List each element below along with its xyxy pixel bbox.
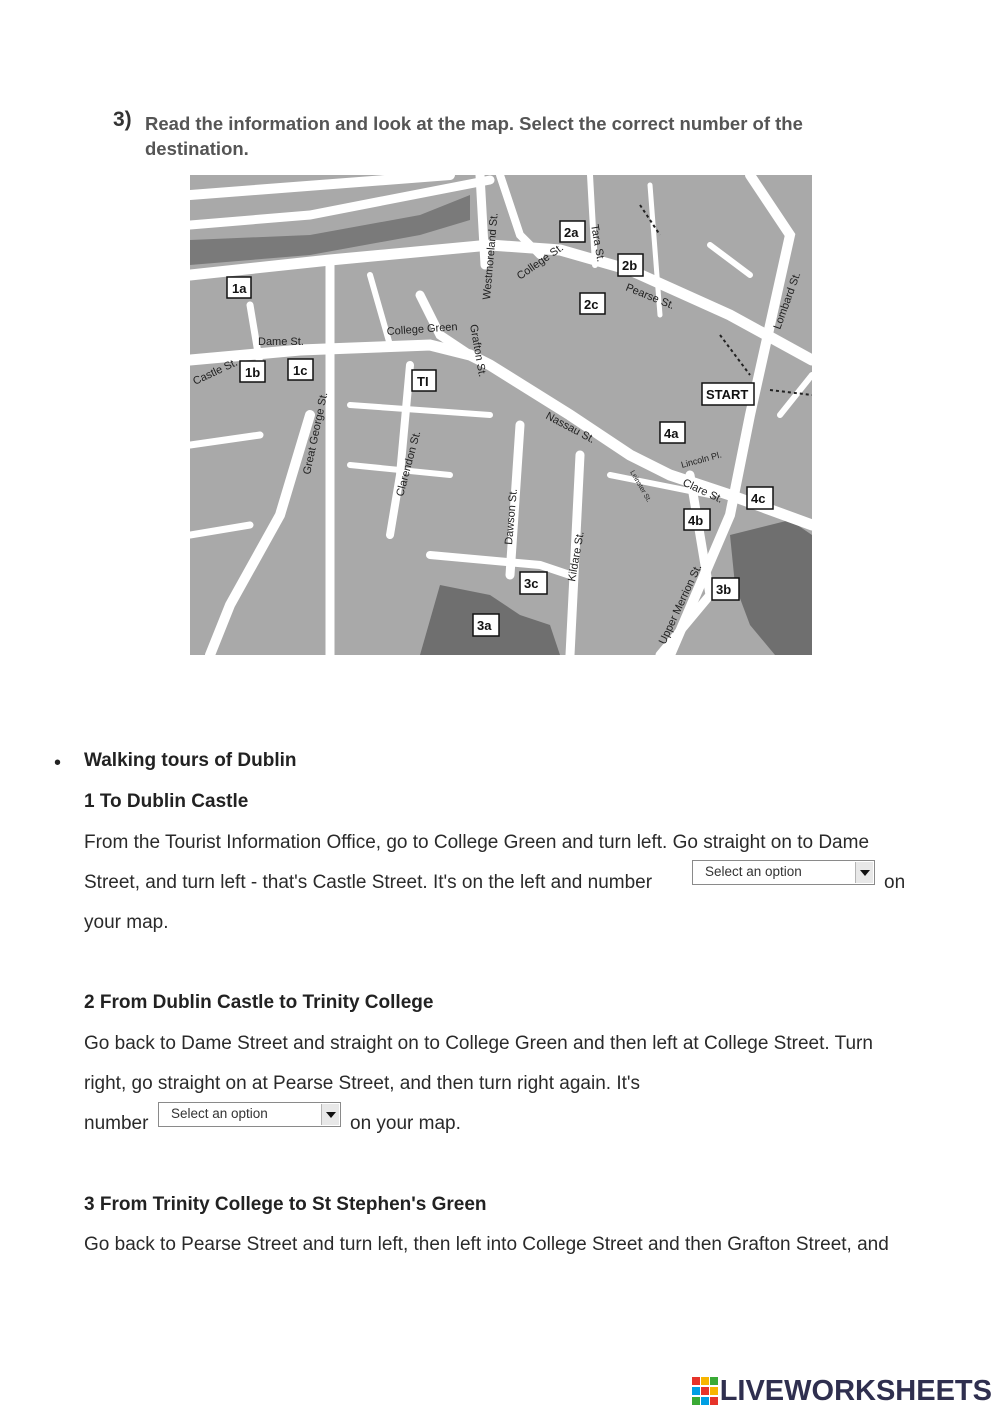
marker-3c [520,572,547,594]
tour2-line3-after: on your map. [350,1113,461,1134]
marker-2b [618,254,643,276]
instruction-line-1: Read the information and look at the map. Select the correct number of the [145,113,803,134]
svg-text:3b: 3b [716,582,732,597]
svg-text:2b: 2b [622,258,638,273]
marker-4b [684,509,710,530]
tour2-line3-before: number [84,1113,149,1134]
street-college-green: College Green [386,321,458,338]
street-nassau: Nassau St. [543,410,597,446]
street-lincoln: Lincoln Pl. [679,449,723,470]
section-title: Walking tours of Dublin [84,750,297,771]
tour3-heading: 3 From Trinity College to St Stephen's Green [84,1194,487,1215]
tour2-select-value: Select an option [171,1106,268,1121]
logo-mark-icon [692,1377,718,1405]
street-castle: Castle St. [191,356,240,388]
svg-text:1a: 1a [232,281,247,296]
street-leinster: Leinster St. [628,469,653,504]
svg-text:4a: 4a [664,426,679,441]
logo-text: LIVEWORKSHEETS [719,1374,992,1407]
liveworksheets-logo [692,1374,992,1408]
tour1-answer-select[interactable] [692,860,875,885]
street-tara: Tara St. [588,223,607,263]
svg-text:3c: 3c [524,576,539,591]
tour2-answer-select[interactable] [158,1102,341,1127]
chevron-down-icon[interactable] [321,1104,339,1125]
svg-text:START: START [706,387,749,402]
marker-1a [227,277,251,298]
svg-text:4b: 4b [688,513,704,528]
marker-3b [712,578,739,600]
tour1-select-value: Select an option [705,864,802,879]
tour2-heading: 2 From Dublin Castle to Trinity College [84,992,434,1013]
marker-4c [747,487,773,509]
marker-1c [288,359,313,380]
svg-text:1b: 1b [245,365,261,380]
park-merrion-square [730,520,812,655]
tour1-line2-before: Street, and turn left - that's Castle Street. It's on the left and number [84,872,653,893]
tour1-heading: 1 To Dublin Castle [84,791,249,812]
street-clarendon: Clarendon St. [394,429,424,498]
tour1-line2-after: on [884,872,906,893]
tour3-line1: Go back to Pearse Street and turn left, then left into College Street and then Grafton Street, and [84,1234,889,1255]
street-pearse: Pearse St. [623,281,676,313]
marker-3a [473,614,499,636]
chevron-down-icon[interactable] [855,862,873,883]
instruction-line-2: destination. [145,138,249,159]
map-svg [190,175,812,655]
street-westmoreland: Westmoreland St. [481,212,501,301]
street-great-george: Great George St. [301,391,331,476]
marker-1b [240,361,265,382]
question-number: 3) [113,108,132,131]
street-dawson: Dawson St. [503,488,520,546]
svg-text:3a: 3a [477,618,492,633]
marker-2c [580,293,605,314]
svg-text:TI: TI [417,374,429,389]
svg-text:1c: 1c [293,363,308,378]
marker-2a [560,221,585,242]
street-lombard: Lombard St. [771,270,804,332]
tour1-line3: your map. [84,912,169,933]
svg-text:4c: 4c [751,491,766,506]
street-dame: Dame St. [258,336,304,348]
svg-text:2a: 2a [564,225,579,240]
street-kildare: Kildare St. [566,530,587,583]
street-college-st: College St. [514,241,566,283]
street-grafton: Grafton St. [467,323,489,378]
tour1-line1: From the Tourist Information Office, go to College Green and turn left. Go straight on to Dame [84,832,870,853]
marker-start [702,383,754,405]
tour2-line2: right, go straight on at Pearse Street, and then turn right again. It's [84,1073,641,1094]
dublin-map [190,175,812,655]
bullet-icon: • [54,752,62,774]
marker-ti [412,370,436,391]
question-instruction [145,111,905,161]
street-upper-merrion: Upper Merrion St. [656,562,705,647]
tour2-line1: Go back to Dame Street and straight on to College Green and then left at College Street. Turn [84,1033,873,1054]
street-clare: Clare St. [680,476,725,506]
marker-4a [660,422,685,443]
svg-text:2c: 2c [584,297,599,312]
